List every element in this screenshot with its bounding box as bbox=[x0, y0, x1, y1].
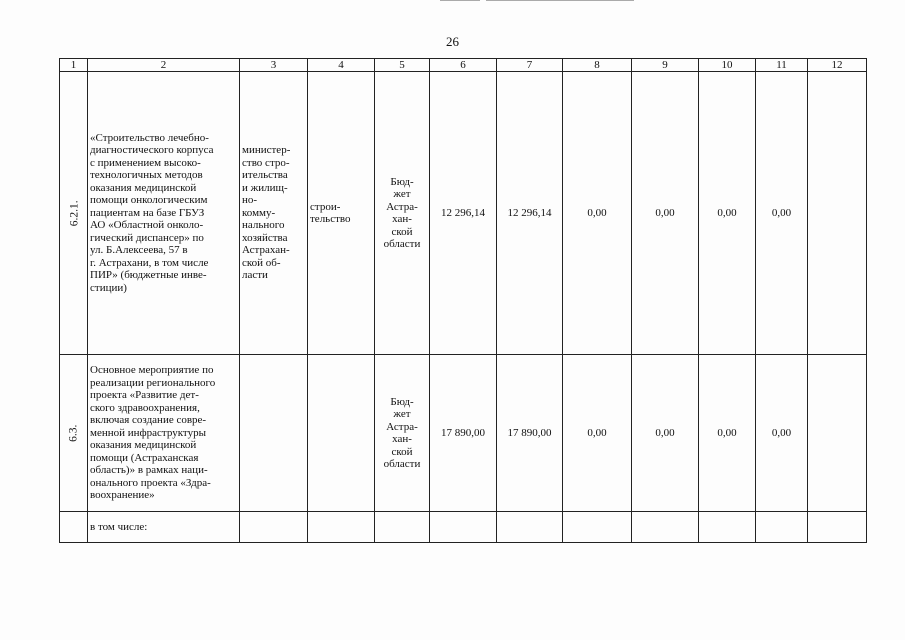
scan-artifact-line bbox=[486, 0, 634, 1]
amount-cell: 0,00 bbox=[563, 72, 632, 355]
amount-cell: 0,00 bbox=[699, 72, 756, 355]
amount-cell bbox=[808, 72, 867, 355]
page-number: 26 bbox=[446, 34, 459, 49]
row-number: 6.2.1. bbox=[68, 200, 81, 226]
column-header: 8 bbox=[563, 59, 632, 72]
row-number: 6.3. bbox=[67, 424, 80, 442]
funding-source-cell: Бюд- жет Астра- хан- ской области bbox=[375, 72, 430, 355]
activity-type-cell: строи- тельство bbox=[308, 72, 375, 355]
amount-cell bbox=[632, 512, 699, 543]
amount-cell bbox=[808, 512, 867, 543]
amount-cell: 0,00 bbox=[632, 355, 699, 512]
row-number-cell bbox=[60, 72, 88, 355]
program-table bbox=[59, 58, 867, 543]
amount-cell: 0,00 bbox=[756, 355, 808, 512]
amount-cell bbox=[808, 355, 867, 512]
amount-cell: 0,00 bbox=[699, 355, 756, 512]
column-header: 6 bbox=[430, 59, 497, 72]
executor-cell: министер- ство стро- ительства и жилищ- но- комму- нального хозяйства Астрахан- ской об- ласти bbox=[240, 72, 308, 355]
column-number-row bbox=[60, 59, 867, 72]
amount-cell: 17 890,00 bbox=[497, 355, 563, 512]
funding-source-cell bbox=[375, 512, 430, 543]
column-header: 4 bbox=[308, 59, 375, 72]
column-header: 9 bbox=[632, 59, 699, 72]
total-amount-cell: 17 890,00 bbox=[430, 355, 497, 512]
amount-cell: 0,00 bbox=[563, 355, 632, 512]
amount-cell: 0,00 bbox=[632, 72, 699, 355]
column-header: 7 bbox=[497, 59, 563, 72]
table-row bbox=[60, 355, 867, 512]
column-header: 5 bbox=[375, 59, 430, 72]
column-header: 11 bbox=[756, 59, 808, 72]
activity-type-cell bbox=[308, 512, 375, 543]
amount-cell: 0,00 bbox=[756, 72, 808, 355]
column-header: 3 bbox=[240, 59, 308, 72]
executor-cell bbox=[240, 512, 308, 543]
amount-cell bbox=[756, 512, 808, 543]
activity-name: в том числе: bbox=[88, 512, 240, 543]
amount-cell bbox=[563, 512, 632, 543]
table-row bbox=[60, 512, 867, 543]
activity-name: «Строительство лечебно- диагностического корпуса с применением высоко- технологичных методов оказания медицинской помощи онкологическим пациентам на базе ГБУЗ АО «Областной онколо- гический диспансер» по ул. Б.Алексеева, 57 в г. Астрахани, в том числе ПИР» (бюджетные инве- стиции) bbox=[88, 72, 240, 355]
table-row bbox=[60, 72, 867, 355]
activity-type-cell bbox=[308, 355, 375, 512]
column-header: 10 bbox=[699, 59, 756, 72]
amount-cell: 12 296,14 bbox=[497, 72, 563, 355]
column-header: 2 bbox=[88, 59, 240, 72]
executor-cell bbox=[240, 355, 308, 512]
total-amount-cell: 12 296,14 bbox=[430, 72, 497, 355]
row-number-cell bbox=[60, 512, 88, 543]
total-amount-cell bbox=[430, 512, 497, 543]
amount-cell bbox=[699, 512, 756, 543]
column-header: 1 bbox=[60, 59, 88, 72]
funding-source-cell: Бюд- жет Астра- хан- ской области bbox=[375, 355, 430, 512]
column-header: 12 bbox=[808, 59, 867, 72]
activity-name: Основное мероприятие по реализации регионального проекта «Развитие дет- ского здравоохранения, включая создание совре- менной инфраструктуры оказания медицинской помощи (Астраханская область)» в рамках наци- онального проекта «Здра- воохранение» bbox=[88, 355, 240, 512]
row-number-cell bbox=[60, 355, 88, 512]
amount-cell bbox=[497, 512, 563, 543]
scan-artifact-line bbox=[440, 0, 480, 1]
